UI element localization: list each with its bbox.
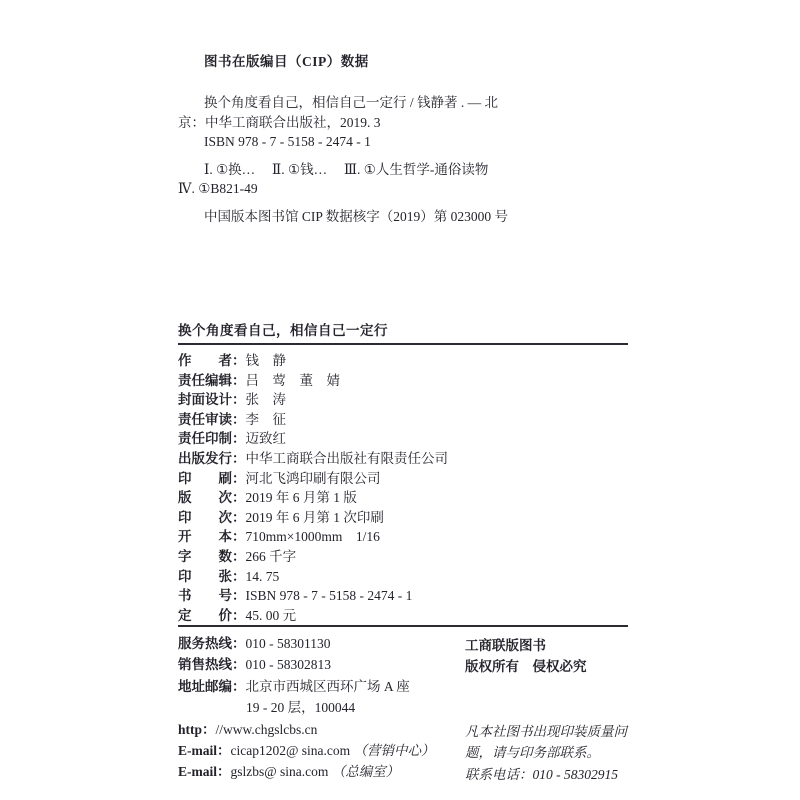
colophon-row <box>178 488 628 508</box>
colophon-value: 河北飞鸿印刷有限公司 <box>245 470 381 486</box>
quality-notice <box>465 721 630 785</box>
colophon-value: ISBN 978 - 7 - 5158 - 2474 - 1 <box>245 588 413 604</box>
colophon-row <box>178 527 628 547</box>
footer-row <box>178 654 465 675</box>
colophon-label: 作 者： <box>178 353 246 368</box>
colophon-row <box>178 586 628 606</box>
colophon-value: 45. 00 元 <box>245 607 297 623</box>
colophon-value: 迈致红 <box>245 431 286 447</box>
cip-data-block <box>178 53 640 226</box>
footer-row <box>178 761 465 782</box>
imprint-column <box>465 635 630 785</box>
colophon-label: 出版发行： <box>178 450 246 466</box>
footer-block <box>178 625 628 783</box>
colophon-label: 书 号： <box>178 588 246 604</box>
cip-line: ISBN 978 - 7 - 5158 - 2474 - 1 <box>204 134 371 149</box>
colophon-label: 版 次： <box>178 490 246 506</box>
colophon-label: 印 刷： <box>178 470 246 486</box>
footer-row <box>178 719 465 740</box>
footer-value: 010 - 58301130 <box>245 636 331 651</box>
colophon-label: 印 张： <box>178 568 246 584</box>
colophon-value: 钱 静 <box>245 353 286 368</box>
colophon-row <box>178 547 628 567</box>
footer-label: 地址邮编： <box>178 678 246 694</box>
colophon-value: 李 征 <box>245 411 286 427</box>
cip-lines <box>178 93 640 226</box>
footer-label: E-mail： <box>178 764 231 780</box>
cip-line: 中国版本图书馆 CIP 数据核字（2019）第 023000 号 <box>204 208 509 224</box>
colophon-value: 710mm×1000mm 1/16 <box>245 529 380 545</box>
footer-note: （总编室） <box>331 764 400 780</box>
footer-label: 服务热线： <box>178 636 246 651</box>
colophon-row <box>178 606 628 626</box>
colophon-label: 责任审读： <box>178 411 246 427</box>
footer-value: 010 - 58302813 <box>245 657 331 673</box>
footer-contact-column <box>178 633 465 783</box>
colophon-value: 266 千字 <box>245 548 297 564</box>
footer-label: 销售热线： <box>178 657 246 673</box>
colophon-label: 字 数： <box>178 548 246 564</box>
colophon-value: 14. 75 <box>245 568 280 584</box>
footer-row <box>178 676 465 697</box>
cip-heading: 图书在版编目（CIP）数据 <box>204 54 369 69</box>
book-title: 换个角度看自己，相信自己一定行 <box>178 322 628 345</box>
colophon-row <box>178 469 628 489</box>
cip-line: 换个角度看自己，相信自己一定行 / 钱静著 . — 北 <box>204 95 499 110</box>
colophon-row <box>178 508 628 528</box>
colophon-row <box>178 567 628 587</box>
footer-value: 19 - 20 层，100044 <box>246 700 356 716</box>
colophon-label: 定 价： <box>178 607 246 623</box>
colophon-value: 中华工商联合出版社有限责任公司 <box>245 450 448 466</box>
quality-notice-line: 题，请与印务部联系。 <box>465 745 600 761</box>
colophon-value: 张 涛 <box>245 392 286 408</box>
quality-notice-line: 凡本社图书出现印装质量问 <box>465 723 627 739</box>
colophon-label: 责任编辑： <box>178 372 246 388</box>
colophon-label: 封面设计： <box>178 392 246 408</box>
footer-row <box>178 697 465 718</box>
footer-value: //www.chgslcbs.cn <box>215 721 318 737</box>
imprint-brand-lines <box>465 635 630 678</box>
footer-value: gslzbs@ sina.com <box>230 764 332 780</box>
colophon-row <box>178 429 628 449</box>
imprint-brand-line: 工商联版图书 <box>465 638 546 653</box>
cip-line: Ⅰ. ①换… Ⅱ. ①钱… Ⅲ. ①人生哲学-通俗读物 <box>204 161 489 177</box>
footer-label: E-mail： <box>178 743 231 759</box>
colophon-row <box>178 371 628 391</box>
colophon-value: 2019 年 6 月第 1 版 <box>245 490 357 506</box>
colophon-value: 2019 年 6 月第 1 次印刷 <box>245 509 384 525</box>
colophon-row <box>178 351 628 371</box>
colophon-row <box>178 449 628 469</box>
imprint-spacer <box>465 678 630 721</box>
footer-row <box>178 740 465 761</box>
colophon-row <box>178 390 628 410</box>
colophon-block <box>178 322 628 625</box>
colophon-row <box>178 410 628 430</box>
colophon-label: 开 本： <box>178 529 246 545</box>
cip-line: Ⅳ. ①B821-49 <box>178 181 258 196</box>
colophon-value: 吕 莺 董 婧 <box>245 372 340 388</box>
footer-value: 北京市西城区西环广场 A 座 <box>245 678 410 694</box>
footer-label: http： <box>178 721 216 737</box>
quality-notice-line: 联系电话：010 - 58302915 <box>465 766 618 782</box>
footer-value: cicap1202@ sina.com <box>230 743 354 759</box>
footer-row <box>178 633 465 654</box>
imprint-brand-line: 版权所有 侵权必究 <box>465 659 587 675</box>
cip-line: 京：中华工商联合出版社，2019. 3 <box>178 114 381 130</box>
colophon-label: 责任印制： <box>178 431 246 447</box>
colophon-rows <box>178 351 628 625</box>
footer-note: （营销中心） <box>353 743 435 759</box>
colophon-label: 印 次： <box>178 509 246 525</box>
